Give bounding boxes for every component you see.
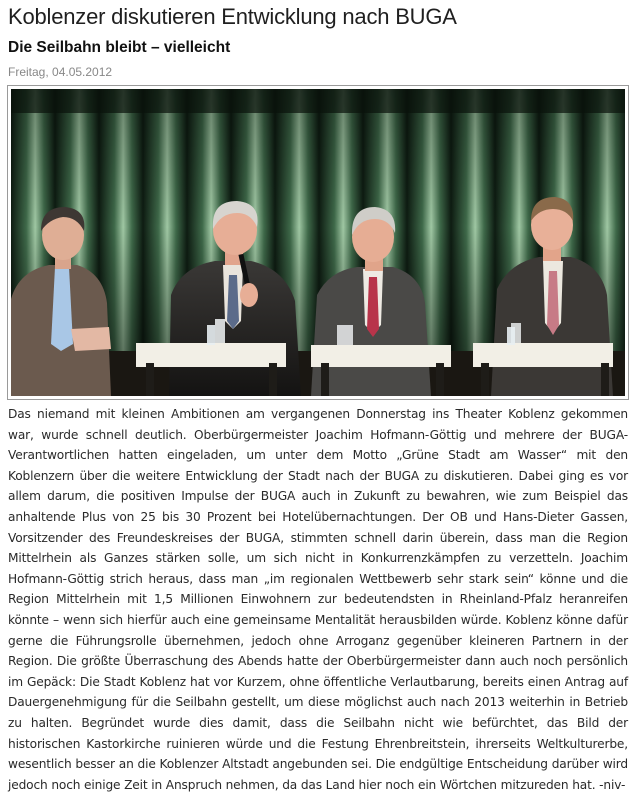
panel-discussion-photo	[11, 89, 625, 396]
article-date: Freitag, 04.05.2012	[8, 65, 113, 79]
article-headline: Koblenzer diskutieren Entwicklung nach BUGA	[8, 4, 457, 29]
article-body: Das niemand mit kleinen Ambitionen am vergangenen Donnerstag ins Theater Koblenz gekommen war, wurde schnell deutlich. Oberbürgermeister Joachim Hofmann-Göttig und mehrere der BUGA-Verantwortlichen hatten eingeladen, um unter dem Motto „Grüne Stadt am Wasser“ mit den Koblenzern über die weitere Entwicklung der Stadt nach der BUGA zu diskutieren. Dabei ging es vor allem darum, die positiven Impulse der BUGA auch in Zukunft zu bewahren, wie zum Beispiel das anhaltende Plus von 25 bis 30 Prozent bei Hotelübernachtungen. Der OB und Hans-Dieter Gassen, Vorsitzender des Freundeskreises der BUGA, stimmten schnell darin überein, dass man die Region Mittelrhein als Ganzes stärken solle, um sich nicht in Konkurrenzkämpfen zu verzetteln. Joachim Hofmann-Göttig strich heraus, dass man „im regionalen Wettbewerb sehr stark sein“ könne und die Region Mittelrhein mit 1,5 Millionen Einwohnern zur bedeutendsten in Rheinland-Pfalz heranreifen könnte – wenn sich hierfür auch eine gemeinsame Mentalität herausbilden würde. Koblenz könne dafür gerne die Führungsrolle übernehmen, jedoch ohne Arroganz gegenüber kleineren Partnern in der Region. Die größte Überraschung des Abends hatte der Oberbürgermeister dann auch noch persönlich im Gepäck: Die Stadt Koblenz hat vor Kurzem, ohne öffentliche Verlautbarung, bereits einen Antrag auf Dauergenehmigung für die Seilbahn gestellt, um diese möglichst auch nach 2013 weiterhin in Betrieb zu halten. Begründet wurde dies damit, dass die Seilbahn nicht wie befürchtet, das Bild der historischen Kastorkirche ruinieren würde und die Festung Ehrenbreitstein, ihrerseits Weltkulturerbe, wesentlich besser an die Koblenzer Altstadt angebunden sei. Die endgültige Entscheidung darüber wird jedoch noch einige Zeit in Anspruch nehmen, da das Land hier noch ein Wörtchen mitzureden hat. -niv-	[8, 407, 628, 792]
article-photo	[7, 85, 629, 400]
article-subheadline: Die Seilbahn bleibt – vielleicht	[8, 39, 231, 56]
